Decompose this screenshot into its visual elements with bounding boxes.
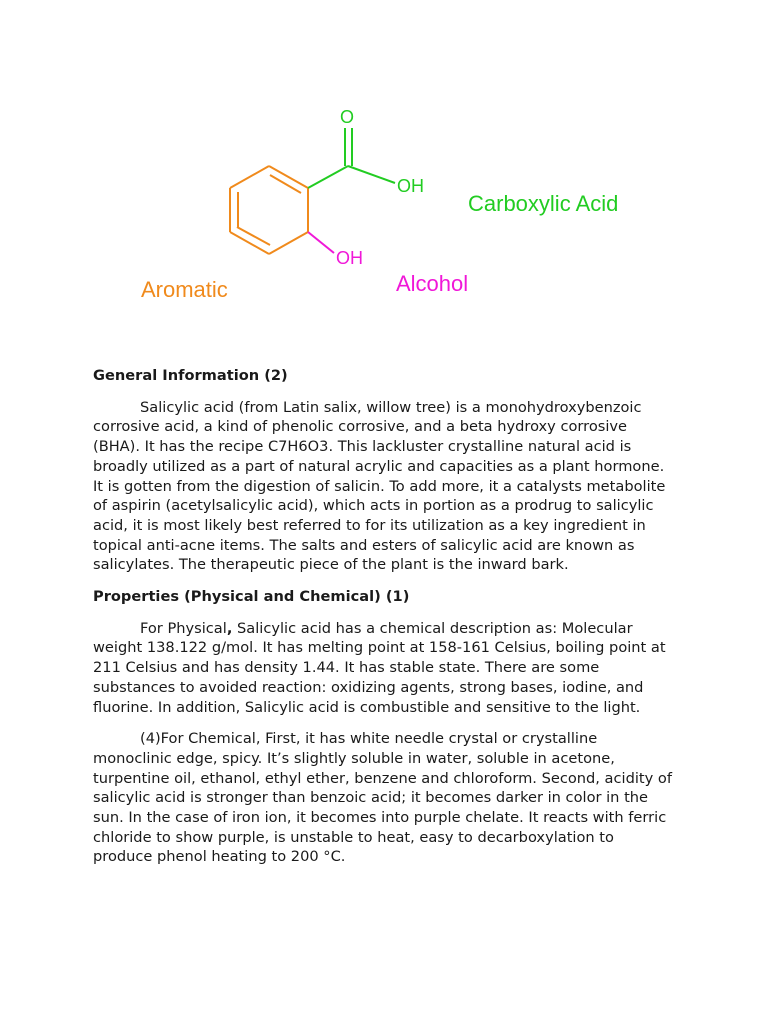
physical-bold-comma: , [226, 619, 233, 637]
hydroxyl-bond [308, 232, 334, 253]
physical-properties-paragraph [93, 619, 673, 718]
acid-hydroxyl-label: OH [397, 176, 424, 196]
properties-heading: Properties (Physical and Chemical) (1) [93, 588, 410, 606]
general-information-paragraph: Salicylic acid (from Latin salix, willow tree) is a monohydroxybenzoic corrosive acid, a kind of phenolic corrosive, and a beta hydroxy corrosive (BHA). It has the recipe C7H6O3. This lackluster crystalline natural acid is broadly utilized as a part of natural acrylic and capacities as a plant hormone. It is gotten from the digestion of salicin. To add more, it a catalysts metabolite of aspirin (acetylsalicylic acid), which acts in portion as a prodrug to salicylic acid, it is most likely best referred to for its utilization as a key ingredient in topical anti-acne items. The salts and esters of salicylic acid are known as salicylates. The therapeutic piece of the plant is the inward bark. [93, 398, 666, 574]
alcohol-label: Alcohol [396, 271, 469, 296]
document-body [93, 366, 673, 879]
carboxyl-bonds [308, 128, 395, 188]
benzene-ring [230, 166, 308, 254]
molecule-drawing [0, 0, 768, 340]
chemical-properties-paragraph: (4)For Chemical, First, it has white needle crystal or crystalline monoclinic edge, spicy. It’s slightly soluble in water, soluble in acetone, turpentine oil, ethanol, ethyl ether, benzene and chloroform. Second, acidity of salicylic acid is stronger than benzoic acid; it becomes darker in color in the sun. In the case of iron ion, it becomes into purple chelate. It reacts with ferric chloride to show purple, is unstable to heat, easy to decarboxylation to produce phenol heating to 200 °C. [93, 730, 672, 866]
physical-lead: For Physical [140, 619, 227, 637]
physical-text: Salicylic acid has a chemical description as: Molecular weight 138.122 g/mol. It has melting point at 158-161 Celsius, boiling point at 211 Celsius and has density 1.44. It has stable state. There are some substances to avoided reaction: oxidizing agents, strong bases, iodine, and fluorine. In addition, Salicylic acid is combustible and sensitive to the light. [93, 619, 666, 716]
carbonyl-oxygen-label: O [340, 107, 355, 127]
salicylic-acid-structure-figure [0, 0, 768, 340]
general-information-heading: General Information (2) [93, 367, 288, 384]
aromatic-label: Aromatic [141, 277, 228, 302]
phenol-hydroxyl-label: OH [336, 248, 363, 268]
carboxylic-acid-label: Carboxylic Acid [468, 191, 619, 216]
